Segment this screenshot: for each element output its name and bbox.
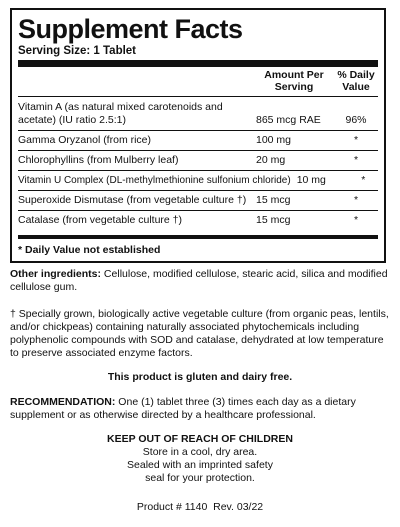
storage-block xyxy=(10,433,390,485)
gluten-statement: This product is gluten and dairy free. xyxy=(107,371,293,383)
table-row xyxy=(18,211,378,235)
other-ingredients xyxy=(10,268,390,294)
panel-title: Supplement Facts xyxy=(18,14,243,44)
ingredient-amount: 15 mcg xyxy=(256,214,291,226)
ingredient-amount: 15 mcg xyxy=(256,194,291,206)
dagger-note: † Specially grown, biologically active vegetable culture (from organic peas, lentils, and/or chickpeas) containing naturally associated phytochemicals including polyphenolic compounds with SOD and catalase, dehydrated at low temperature to preserve associated enzyme factors. xyxy=(10,308,389,359)
ingredient-dv: * xyxy=(353,194,359,206)
ingredient-name: Vitamin U Complex (DL-methylmethionine sulfonium chloride) xyxy=(18,175,291,186)
recommendation xyxy=(10,396,390,422)
ingredient-dv: 96% xyxy=(345,114,367,126)
ingredient-amount: 10 mg xyxy=(296,174,326,186)
ingredient-name: Gamma Oryzanol (from rice) xyxy=(18,134,152,146)
ingredient-name: Catalase (from vegetable culture †) xyxy=(18,214,182,226)
storage-line: Store in a cool, dry area. xyxy=(142,446,258,458)
ingredient-amount: 100 mg xyxy=(256,134,292,146)
ingredient-dv: * xyxy=(353,214,359,226)
table-row xyxy=(18,171,378,191)
storage-line: Sealed with an imprinted safety xyxy=(127,459,273,471)
recommendation-text: One (1) tablet three (3) times each day as a dietary supplement or as otherwise directed by a healthcare professional. xyxy=(10,396,356,421)
header-daily-value: % Daily Value xyxy=(337,69,375,93)
table-row xyxy=(18,191,378,211)
table-row xyxy=(18,151,378,171)
ingredient-amount: 20 mg xyxy=(256,154,286,166)
keep-out-warning: KEEP OUT OF REACH OF CHILDREN xyxy=(107,433,293,445)
ingredient-dv: * xyxy=(353,134,359,146)
product-code: Product # 1140 Rev. 03/22 xyxy=(136,501,264,513)
panel-footnote: * Daily Value not established xyxy=(18,244,161,256)
table-row xyxy=(18,97,378,131)
thick-rule xyxy=(18,60,378,67)
ingredient-name: Superoxide Dismutase (from vegetable culture †) xyxy=(18,194,247,206)
column-header xyxy=(18,67,378,97)
ingredient-name: Chlorophyllins (from Mulberry leaf) xyxy=(18,154,179,166)
ingredient-name: Vitamin A (as natural mixed carotenoids and acetate) (IU ratio 2.5:1) xyxy=(18,101,223,126)
ingredient-amount: 865 mcg RAE xyxy=(256,114,321,126)
ingredient-dv: * xyxy=(361,174,366,186)
recommendation-label: RECOMMENDATION: xyxy=(10,396,116,408)
table-row xyxy=(18,131,378,151)
other-ingredients-text: Cellulose, modified cellulose, stearic acid, silica and modified cellulose gum. xyxy=(10,268,388,293)
header-amount: Amount Per Serving xyxy=(264,69,324,93)
ingredient-dv: * xyxy=(353,154,359,166)
other-ingredients-label: Other ingredients: xyxy=(10,268,102,280)
storage-line: seal for your protection. xyxy=(145,472,255,484)
serving-size: Serving Size: 1 Tablet xyxy=(18,45,137,57)
supplement-facts-panel xyxy=(10,8,386,263)
